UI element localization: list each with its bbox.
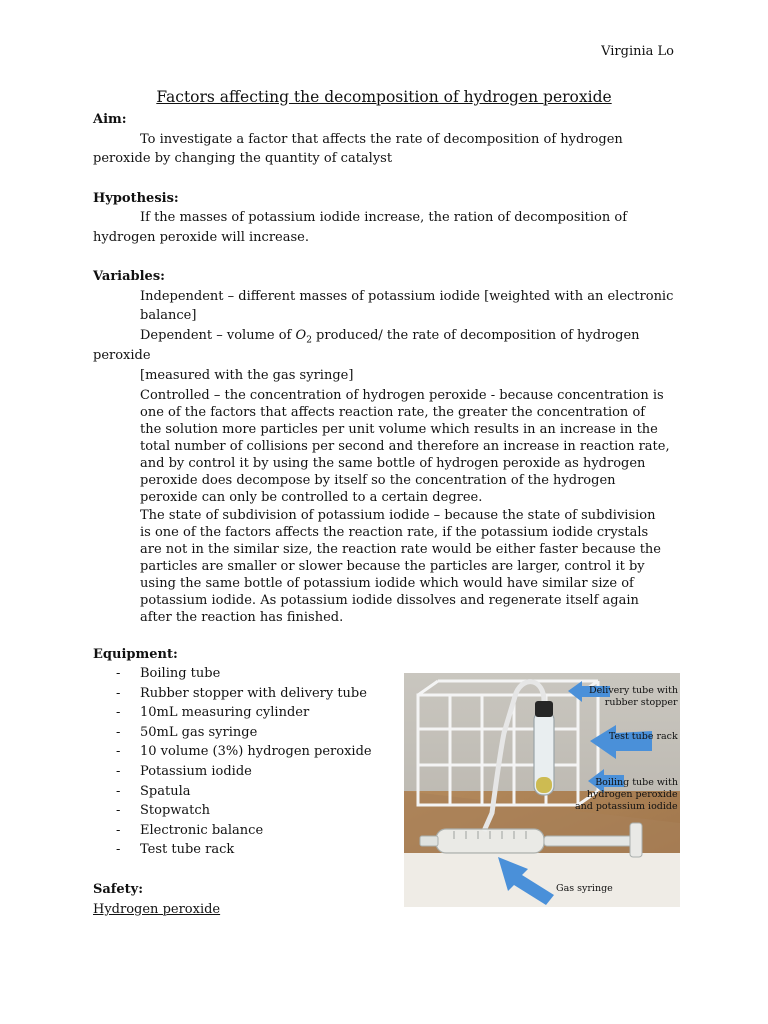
dependent-variable-line1 [140,326,640,351]
list-item [93,742,372,762]
list-bullet: - [116,724,121,740]
list-item [93,703,372,723]
callout-boiling-line2: hydrogen peroxide [586,789,678,800]
equipment-item: Spatula [140,783,191,799]
oxygen-subscript: 2 [306,335,312,346]
aim-heading: Aim: [93,112,127,127]
list-bullet: - [116,783,121,799]
list-item [93,723,372,743]
plunger-handle [630,823,642,857]
controlled-variable-concentration: Controlled – the concentration of hydrogen peroxide - because concentration is one of the factors that affects reaction rate, the greater the concentration of the solution more particles per unit volume which results in an increase in the total number of collisions per second and therefore an increase in reaction rate, and by control it by using the same bottle of hydrogen peroxide as hydrogen peroxide does decompose by itself so the concentration of the hydrogen peroxide can only be controlled to a certain degree. [140,388,670,505]
list-item [93,782,372,802]
list-bullet: - [116,763,121,779]
list-item [93,762,372,782]
tube-solution [536,777,552,793]
aim-text-line2: peroxide by changing the quantity of catalyst [93,151,393,166]
equipment-item: Boiling tube [140,666,221,681]
equipment-item: Test tube rack [140,842,235,858]
list-bullet: - [116,705,121,721]
dependent-suffix: produced/ the rate of decomposition of hydrogen [311,328,640,343]
gas-syringe-plunger [544,836,634,846]
equipment-item: Electronic balance [140,822,264,838]
equipment-item: Rubber stopper with delivery tube [140,685,367,701]
safety-item-hydrogen-peroxide: Hydrogen peroxide [93,902,221,917]
hypothesis-text-line1: If the masses of potassium iodide increase, the ration of decomposition of [140,210,628,225]
independent-variable-line2: balance] [140,308,197,323]
callout-rack: Test tube rack [608,731,678,742]
equipment-item: 10mL measuring cylinder [140,705,310,721]
independent-variable-line1: Independent – different masses of potassium iodide [weighted with an electronic [140,289,674,304]
list-item [93,840,372,860]
list-item [93,801,372,821]
apparatus-illustration [404,673,680,907]
callout-syringe: Gas syringe [556,883,613,894]
hypothesis-heading: Hypothesis: [93,191,179,206]
safety-heading: Safety: [93,882,144,897]
list-item [93,664,372,684]
equipment-item: Potassium iodide [140,763,252,779]
equipment-heading: Equipment: [93,647,178,662]
list-item [93,821,372,841]
callout-boiling-line3: and potassium iodide [574,801,678,812]
dependent-variable-line3: [measured with the gas syringe] [140,368,354,383]
list-bullet: - [116,666,121,681]
variables-heading: Variables: [93,269,165,284]
apparatus-photo [404,673,680,907]
callout-delivery-line2: rubber stopper [604,697,678,708]
aim-text-line1: To investigate a factor that affects the rate of decomposition of hydrogen [140,132,623,147]
document-title: Factors affecting the decomposition of hydrogen peroxide [156,88,612,106]
callout-boiling-line1: Boiling tube with [595,777,678,788]
controlled-variable-subdivision: The state of subdivision of potassium iodide – because the state of subdivision is one of the factors affects the reaction rate, if the potassium iodide crystals are not in the similar size, the reaction rate would be either faster because the particles are smaller or slower because the particles are larger, control it by using the same bottle of potassium iodide which would have similar size of potassium iodide. As potassium iodide dissolves and regenerate itself again after the reaction has finished. [140,508,662,625]
rubber-stopper [535,701,553,717]
equipment-list [93,664,372,860]
list-item [93,684,372,704]
callout-delivery-line1: Delivery tube with [589,685,678,696]
list-bullet: - [116,822,121,838]
equipment-item: 50mL gas syringe [140,724,258,740]
hypothesis-text-line2: hydrogen peroxide will increase. [93,230,309,245]
list-bullet: - [116,803,121,819]
oxygen-symbol: O [295,328,307,343]
dependent-variable-line2: peroxide [93,348,151,363]
equipment-item: 10 volume (3%) hydrogen peroxide [140,744,372,760]
equipment-item: Stopwatch [140,803,211,819]
list-bullet: - [116,842,121,858]
list-bullet: - [116,744,121,760]
gas-syringe-tip [420,836,438,846]
dependent-prefix: Dependent – volume of [140,328,296,343]
author-name: Virginia Lo [601,44,674,59]
list-bullet: - [116,685,121,701]
